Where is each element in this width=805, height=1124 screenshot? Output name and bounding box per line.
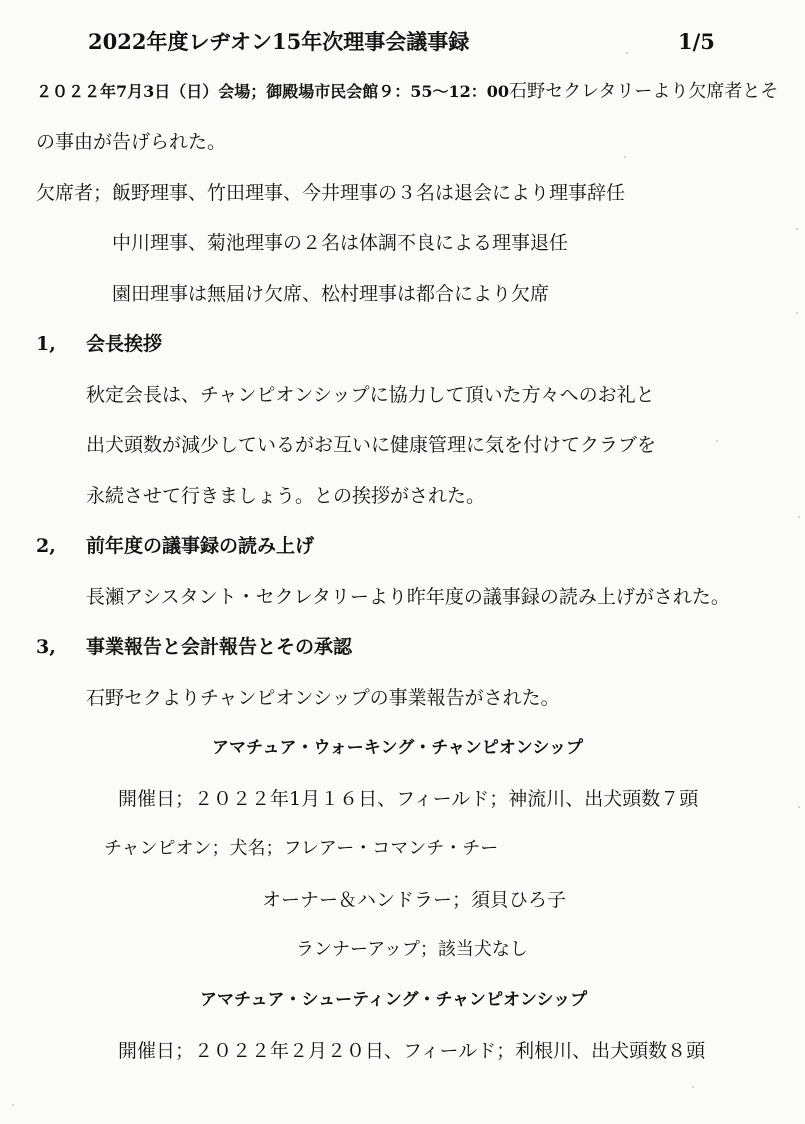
section-2-number: 2, <box>36 535 56 557</box>
date-line-continued: の事由が告げられた。 <box>36 131 227 153</box>
scan-speck <box>692 1086 694 1088</box>
shooting-date: 開催日；２０２２年２月２０日、フィールド；利根川、出犬頭数８頭 <box>118 1040 706 1062</box>
scan-speck <box>796 228 798 230</box>
walking-runner-up: ランナーアップ；該当犬なし <box>296 939 528 960</box>
scan-speck <box>624 156 626 158</box>
scan-speck <box>798 806 800 808</box>
scan-speck <box>626 52 628 54</box>
scan-speck <box>12 1104 14 1106</box>
section-3-number: 3, <box>36 636 56 658</box>
section-2-heading: 前年度の議事録の読み上げ <box>86 535 315 557</box>
shooting-heading: アマチュア・シューティング・チャンピオンシップ <box>200 990 588 1010</box>
absent-line-2: 中川理事、菊池理事の２名は体調不良による理事退任 <box>112 232 569 254</box>
date-venue: ２０２２年7月3日（日）会場；御殿場市民会館９：55〜12：00 <box>36 82 510 101</box>
section-1-line-1: 秋定会長は、チャンピオンシップに協力して頂いた方々へのお礼と <box>86 384 655 406</box>
document-title: 2022年度レヂオン15年次理事会議事録 <box>88 29 470 54</box>
walking-heading: アマチュア・ウォーキング・チャンピオンシップ <box>212 738 584 758</box>
absent-line-1: 欠席者；飯野理事、竹田理事、今井理事の３名は退会により理事辞任 <box>36 182 626 204</box>
section-3-heading: 事業報告と会計報告とその承認 <box>86 636 353 658</box>
page-number: 1/5 <box>678 29 715 54</box>
scan-speck <box>798 516 800 518</box>
section-1-line-2: 出犬頭数が減少しているがお互いに健康管理に気を付けてクラブを <box>86 434 657 456</box>
section-2-line-1: 長瀬アシスタント・セクレタリーより昨年度の議事録の読み上げがされた。 <box>86 586 730 608</box>
walking-owner: オーナー＆ハンドラー；須貝ひろ子 <box>262 889 567 911</box>
scan-speck <box>716 440 718 442</box>
scan-speck <box>796 312 798 314</box>
date-line-rest: 石野セクレタリーより欠席者とそ <box>509 81 779 102</box>
section-1-heading: 会長挨拶 <box>86 333 163 355</box>
section-1-line-3: 永続させて行きましょう。との挨拶がされた。 <box>86 485 486 507</box>
walking-date: 開催日；２０２２年1月１６日、フィールド；神流川、出犬頭数７頭 <box>118 788 699 810</box>
absent-line-3: 園田理事は無届け欠席、松村理事は都合により欠席 <box>112 283 550 305</box>
section-3-line-1: 石野セクよりチャンピオンシップの事業報告がされた。 <box>86 687 560 709</box>
date-line <box>36 80 778 104</box>
walking-champion: チャンピオン；犬名；フレアー・コマンチ・チー <box>104 838 499 859</box>
section-1-number: 1, <box>36 333 56 355</box>
